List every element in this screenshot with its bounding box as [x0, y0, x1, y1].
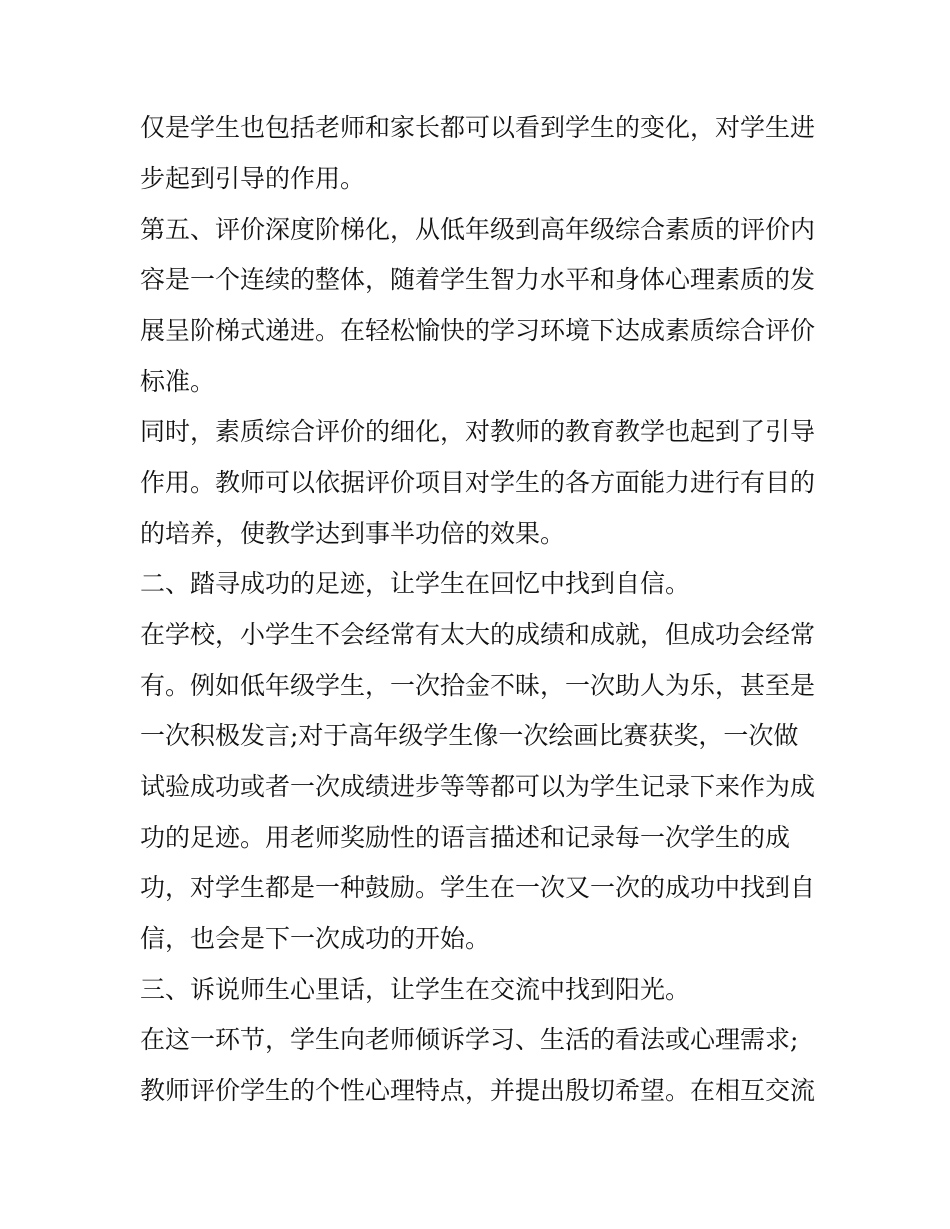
text-line-13: 一次积极发言;对于高年级学生像一次绘画比赛获奖，一次做	[140, 721, 799, 750]
text-line-19: 在这一环节，学生向老师倾诉学习、生活的看法或心理需求;	[140, 1025, 799, 1054]
text-line-8: 作用。教师可以依据评价项目对学生的各方面能力进行有目的	[140, 468, 816, 497]
text-line-6: 标准。	[140, 367, 216, 396]
text-line-16: 功，对学生都是一种鼓励。学生在一次又一次的成功中找到自	[140, 873, 816, 902]
section-heading-2: 二、踏寻成功的足迹，让学生在回忆中找到自信。	[140, 569, 691, 598]
text-line-14: 试验成功或者一次成绩进步等等都可以为学生记录下来作为成	[140, 772, 816, 801]
text-line-11: 在学校，小学生不会经常有太大的成绩和成就，但成功会经常	[140, 620, 816, 649]
text-line-3: 第五、评价深度阶梯化，从低年级到高年级综合素质的评价内	[140, 215, 816, 244]
text-line-12: 有。例如低年级学生，一次拾金不昧，一次助人为乐，甚至是	[140, 671, 816, 700]
text-line-5: 展呈阶梯式递进。在轻松愉快的学习环境下达成素质综合评价	[140, 316, 816, 345]
text-line-2: 步起到引导的作用。	[140, 164, 366, 193]
section-heading-3: 三、诉说师生心里话，让学生在交流中找到阳光。	[140, 975, 691, 1004]
text-line-20: 教师评价学生的个性心理特点，并提出殷切希望。在相互交流	[140, 1076, 816, 1105]
text-line-1: 仅是学生也包括老师和家长都可以看到学生的变化，对学生进	[140, 113, 816, 142]
text-line-15: 功的足迹。用老师奖励性的语言描述和记录每一次学生的成	[140, 823, 791, 852]
text-line-9: 的培养，使教学达到事半功倍的效果。	[140, 519, 566, 548]
text-line-17: 信，也会是下一次成功的开始。	[140, 924, 491, 953]
text-line-4: 容是一个连续的整体，随着学生智力水平和身体心理素质的发	[140, 265, 816, 294]
text-line-7: 同时，素质综合评价的细化，对教师的教育教学也起到了引导	[140, 417, 816, 446]
